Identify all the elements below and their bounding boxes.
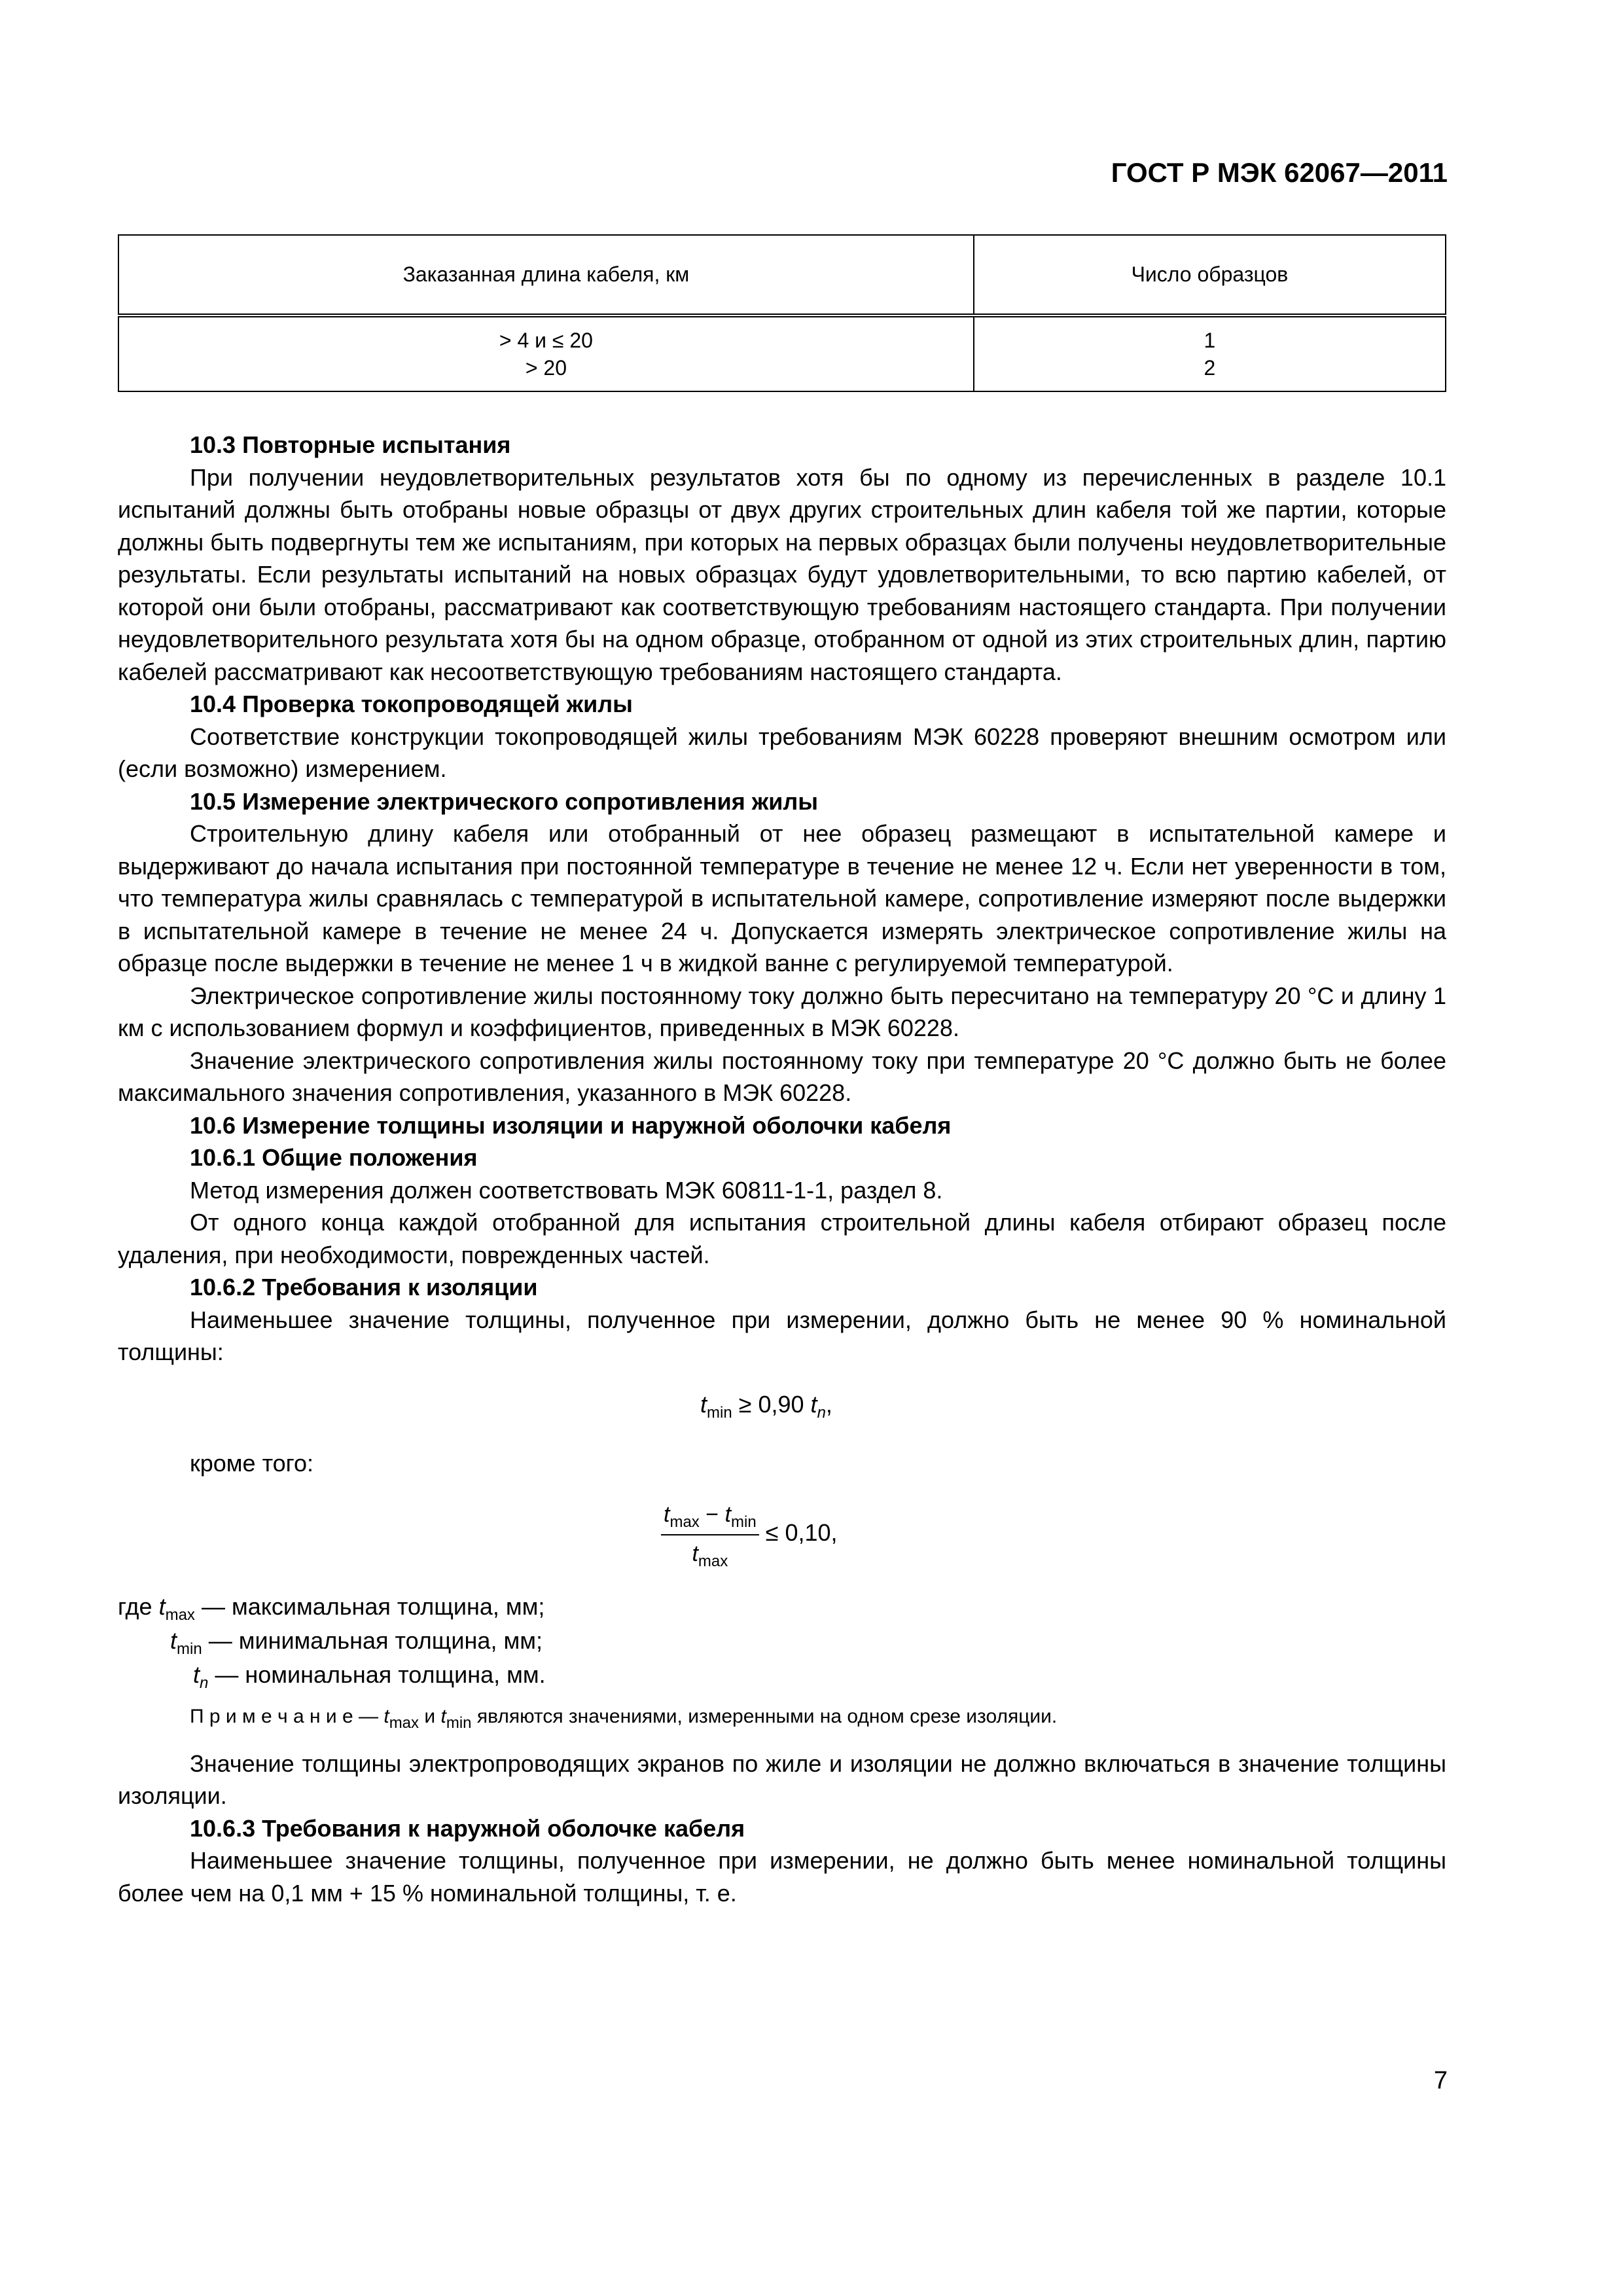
- formula-min-thickness: $t_{min} \ge 0,90$ $t_n$,: [700, 1390, 832, 1422]
- table-row-1-length: > 4 и ≤ 20: [499, 329, 593, 352]
- fraction-denominator: [661, 1535, 759, 1571]
- section-10-6-1-paragraph-1: Метод измерения должен соответствовать МЭК 60811-1-1, раздел 8.: [190, 1176, 943, 1204]
- subscript-n: n: [200, 1674, 209, 1692]
- section-10-6-2-paragraph-1: Наименьшее значение толщины, полученное при измерении, должно быть не менее 90 % номинальной толщины:: [118, 1306, 1446, 1365]
- table-row-2-length: > 20: [525, 356, 567, 380]
- definition-min-text: — минимальная толщина, мм;: [208, 1627, 543, 1654]
- document-body: [118, 429, 1446, 1909]
- section-10-6-1-heading: 10.6.1 Общие положения: [190, 1144, 478, 1171]
- subscript-max: max: [165, 1606, 195, 1624]
- minus-sign: −: [705, 1502, 719, 1527]
- definition-max-text: — максимальная толщина, мм;: [201, 1593, 545, 1620]
- ratio-fraction: [661, 1499, 759, 1570]
- table-header-length: Заказанная длина кабеля, км: [118, 235, 974, 315]
- subscript-max: max: [698, 1552, 728, 1570]
- section-10-3-text: При получении неудовлетворительных результатов хотя бы по одному из перечисленных в разделе 10.1 испытаний должны быть отобраны новые образцы от двух других строительных длин кабеля той же партии, которые должны быть подвергнуты тем же испытаниям, при которых на первых образцах были получены неудовлетворительные результаты. Если результаты испытаний на новых образцах будут удовлетворительными, то всю партию кабелей, от которой они были отобраны, рассматривают как соответствующую требованиям настоящего стандарта. При получении неудовлетворительного результата хотя бы на одном образце, отобранном от одной из этих строительных длин, партию кабелей рассматривают как несоответствующую требованиям настоящего стандарта.: [118, 463, 1446, 685]
- table-cell-count: [974, 315, 1446, 391]
- definition-n-text: — номинальная толщина, мм.: [215, 1661, 546, 1688]
- definition-t-min: [170, 1624, 543, 1657]
- symbol-t: t: [692, 1541, 698, 1566]
- symbol-t: t: [724, 1502, 732, 1527]
- section-10-5-paragraph-3: Значение электрического сопротивления жилы постоянному току при температуре 20 °С должно быть не более максимального значения сопротивления, указанного в МЭК 60228.: [118, 1047, 1446, 1106]
- symbol-definitions: [118, 1590, 1446, 1695]
- table-row-1-count: 1: [1204, 329, 1216, 352]
- subscript-min: min: [177, 1640, 202, 1658]
- section-10-6-heading: 10.6 Измерение толщины изоляции и наружной оболочки кабеля: [190, 1111, 952, 1139]
- subscript-min: min: [731, 1513, 757, 1531]
- subscript-min: min: [707, 1403, 732, 1422]
- symbol-t: t: [810, 1390, 817, 1418]
- where-word: где: [118, 1593, 152, 1620]
- page-number: 7: [1433, 2067, 1448, 2094]
- section-10-5-heading: 10.5 Измерение электрического сопротивления жилы: [190, 787, 819, 815]
- symbol-t: t: [170, 1627, 177, 1654]
- subscript-max: max: [389, 1714, 419, 1732]
- formula-thickness-ratio: [118, 1479, 1446, 1590]
- symbol-t: t: [158, 1593, 166, 1620]
- section-10-6-3-heading: 10.6.3 Требования к наружной оболочке кабеля: [190, 1814, 745, 1842]
- table-row: [118, 315, 1446, 391]
- symbol-t: t: [193, 1661, 200, 1688]
- definition-t-max: [118, 1590, 544, 1623]
- section-10-6-1-paragraph-2: От одного конца каждой отобранной для испытания строительной длины кабеля отбирают образец после удаления, при необходимости, поврежденных частей.: [118, 1209, 1446, 1268]
- section-10-5-paragraph-1: Строительную длину кабеля или отобранный от нее образец размещают в испытательной камере и выдерживают до начала испытания при постоянной температуре в течение не менее 12 ч. Если нет уверенности в том, что температура жилы сравнялась с температурой в испытательной камере, сопротивление измеряют после выдержки в испытательной камере в течение не менее 24 ч. Допускается измерять электрическое сопротивление жилы на образце после выдержки в течение не менее 1 ч в жидкой ванне с регулируемой температурой.: [118, 820, 1446, 977]
- formula1-relation: ≥ 0,90: [738, 1390, 804, 1418]
- section-10-6-2-paragraph-2: Значение толщины электропроводящих экранов по жиле и изоляции не должно включаться в значение толщины изоляции.: [118, 1749, 1446, 1809]
- section-10-4-heading: 10.4 Проверка токопроводящей жилы: [190, 691, 633, 717]
- document-id-header: ГОСТ Р МЭК 62067—2011: [1111, 157, 1448, 188]
- symbol-t: t: [664, 1502, 670, 1527]
- subscript-n: n: [817, 1403, 826, 1422]
- sample-count-table: [118, 234, 1446, 392]
- definition-t-n: [193, 1659, 546, 1691]
- symbol-t: t: [383, 1706, 389, 1727]
- section-10-3-heading: 10.3 Повторные испытания: [190, 431, 511, 458]
- section-10-6-2-heading: 10.6.2 Требования к изоляции: [190, 1274, 538, 1300]
- note-text: являются значениями, измеренными на одном срезе изоляции.: [476, 1706, 1058, 1727]
- table-header-count: Число образцов: [974, 235, 1446, 315]
- note-label: П р и м е ч а н и е —: [190, 1706, 378, 1727]
- symbol-t: t: [440, 1706, 446, 1727]
- symbol-t: t: [700, 1390, 707, 1418]
- table-cell-length: [118, 315, 974, 391]
- note-and: и: [424, 1706, 436, 1727]
- table-row-2-count: 2: [1204, 356, 1216, 380]
- formula2-relation: ≤ 0,10,: [765, 1519, 838, 1547]
- section-10-5-paragraph-2: Электрическое сопротивление жилы постоянному току должно быть пересчитано на температуру 20 °С и длину 1 км с использованием формул и коэффициентов, приведенных в МЭК 60228.: [118, 982, 1446, 1041]
- note: [190, 1700, 1446, 1733]
- subscript-min: min: [446, 1714, 472, 1732]
- subscript-max: max: [669, 1513, 700, 1531]
- section-10-6-3-paragraph-1: Наименьшее значение толщины, полученное при измерении, не должно быть менее номинальной толщины более чем на 0,1 мм + 15 % номинальной толщины, т. е.: [118, 1847, 1446, 1907]
- section-10-4-text: Соответствие конструкции токопроводящей жилы требованиям МЭК 60228 проверяют внешним осмотром или (если возможно) измерением.: [118, 723, 1446, 782]
- also-text: кроме того:: [190, 1449, 314, 1477]
- fraction-numerator: [661, 1499, 759, 1535]
